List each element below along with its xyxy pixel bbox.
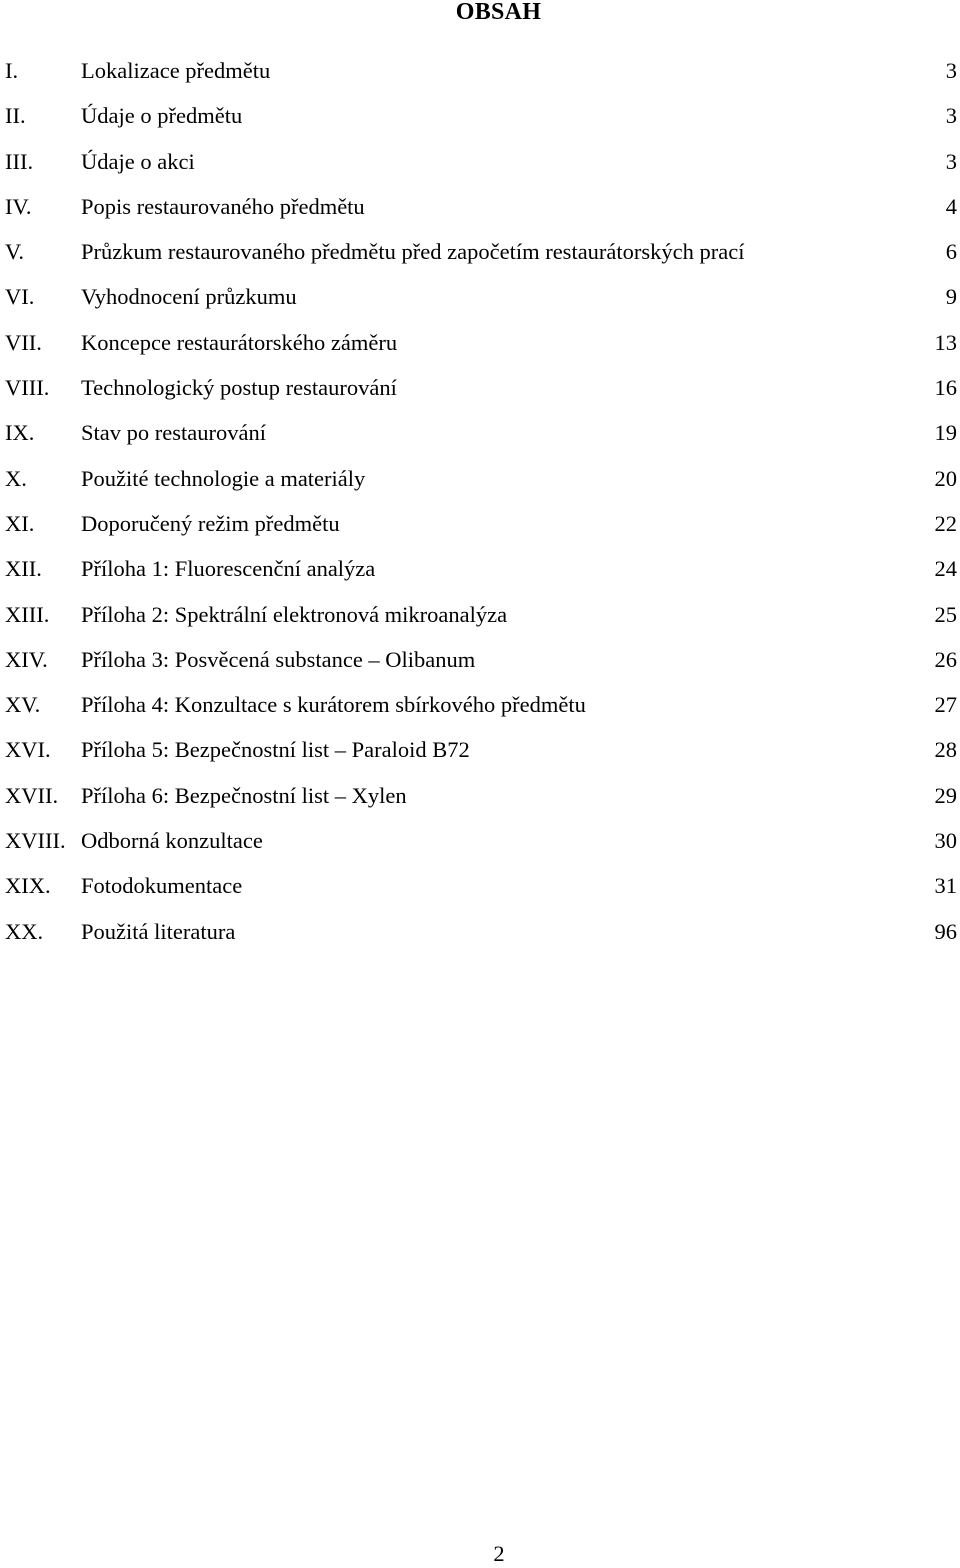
toc-entry-page: 24 xyxy=(934,556,957,582)
toc-entry xyxy=(5,688,957,733)
toc-entry-label: Příloha 2: Spektrální elektronová mikroanalýza xyxy=(81,601,508,627)
toc-entry-number: XVI. xyxy=(5,737,51,763)
toc-entry-label: Použitá literatura xyxy=(81,918,236,944)
toc-entry xyxy=(5,462,957,507)
toc-entry-label: Odborná konzultace xyxy=(81,828,263,854)
toc-entry xyxy=(5,54,957,99)
toc-entry-page: 3 xyxy=(945,103,957,129)
toc-entry-page: 22 xyxy=(934,510,957,536)
toc-entry-number: XIV. xyxy=(5,646,48,672)
toc-entry-page: 28 xyxy=(934,737,957,763)
toc-entry-page: 27 xyxy=(934,692,957,718)
toc-entry-number: IV. xyxy=(5,193,32,219)
toc-entry-label: Příloha 1: Fluorescenční analýza xyxy=(81,556,376,582)
toc-entry-label: Technologický postup restaurování xyxy=(81,375,397,401)
toc-entry-number: VIII. xyxy=(5,375,50,401)
toc-entry-page: 16 xyxy=(934,375,957,401)
toc-entry-label: Údaje o předmětu xyxy=(81,103,243,129)
toc-entry-number: XII. xyxy=(5,556,42,582)
toc-entry xyxy=(5,507,957,552)
toc-entry-label: Příloha 5: Bezpečnostní list – Paraloid B72 xyxy=(81,737,470,763)
toc-entry xyxy=(5,733,957,778)
toc-entry-number: III. xyxy=(5,148,34,174)
toc-entry-number: XVII. xyxy=(5,782,59,808)
toc-entry-number: XIII. xyxy=(5,601,50,627)
toc-entry xyxy=(5,643,957,688)
table-of-contents xyxy=(5,54,957,960)
toc-entry-number: X. xyxy=(5,465,27,491)
toc-entry-label: Lokalizace předmětu xyxy=(81,58,271,83)
toc-entry-label: Údaje o akci xyxy=(81,148,195,174)
toc-entry xyxy=(5,779,957,824)
toc-entry-label: Doporučený režim předmětu xyxy=(81,510,340,536)
toc-entry-page: 13 xyxy=(934,329,957,355)
toc-entry-page: 30 xyxy=(934,828,957,854)
toc-entry xyxy=(5,915,957,960)
toc-entry-number: V. xyxy=(5,239,24,265)
toc-entry xyxy=(5,552,957,597)
toc-entry-page: 3 xyxy=(945,58,957,83)
toc-entry-page: 6 xyxy=(945,239,957,265)
toc-entry xyxy=(5,280,957,325)
toc-entry xyxy=(5,190,957,235)
toc-entry-number: XV. xyxy=(5,692,41,718)
toc-entry-number: II. xyxy=(5,103,26,129)
toc-entry-label: Koncepce restaurátorského záměru xyxy=(81,329,398,355)
toc-entry xyxy=(5,235,957,280)
toc-entry-page: 29 xyxy=(934,782,957,808)
toc-entry-label: Použité technologie a materiály xyxy=(81,465,366,491)
toc-entry xyxy=(5,326,957,371)
toc-entry xyxy=(5,99,957,144)
toc-entry-number: XI. xyxy=(5,510,35,536)
toc-entry xyxy=(5,371,957,416)
toc-entry-label: Příloha 3: Posvěcená substance – Olibanum xyxy=(81,646,476,672)
toc-entry-label: Popis restaurovaného předmětu xyxy=(81,193,365,219)
toc-entry xyxy=(5,416,957,461)
page-number: 2 xyxy=(493,1541,505,1566)
toc-entry xyxy=(5,824,957,869)
toc-entry-page: 31 xyxy=(934,873,957,899)
toc-entry-label: Stav po restaurování xyxy=(81,420,266,446)
toc-entry xyxy=(5,598,957,643)
toc-entry-number: I. xyxy=(5,58,19,83)
toc-entry xyxy=(5,145,957,190)
toc-entry-label: Příloha 6: Bezpečnostní list – Xylen xyxy=(81,782,407,808)
toc-entry-page: 26 xyxy=(934,646,957,672)
toc-entry-number: XX. xyxy=(5,918,44,944)
toc-entry-number: VI. xyxy=(5,284,35,310)
toc-entry-number: XVIII. xyxy=(5,828,66,854)
toc-entry-page: 20 xyxy=(934,465,957,491)
toc-entry-number: VII. xyxy=(5,329,42,355)
toc-entry-page: 4 xyxy=(945,193,957,219)
toc-entry-label: Fotodokumentace xyxy=(81,873,243,899)
toc-entry-page: 25 xyxy=(934,601,957,627)
toc-entry-label: Příloha 4: Konzultace s kurátorem sbírkového předmětu xyxy=(81,692,586,718)
toc-entry-label: Vyhodnocení průzkumu xyxy=(81,284,297,310)
toc-entry-page: 9 xyxy=(945,284,957,310)
toc-entry-page: 96 xyxy=(934,918,957,944)
toc-entry-page: 19 xyxy=(934,420,957,446)
page-title: OBSAH xyxy=(455,0,542,25)
toc-entry-number: XIX. xyxy=(5,873,51,899)
toc-entry xyxy=(5,869,957,914)
toc-entry-page: 3 xyxy=(945,148,957,174)
toc-entry-label: Průzkum restaurovaného předmětu před započetím restaurátorských prací xyxy=(81,239,745,265)
toc-entry-number: IX. xyxy=(5,420,35,446)
